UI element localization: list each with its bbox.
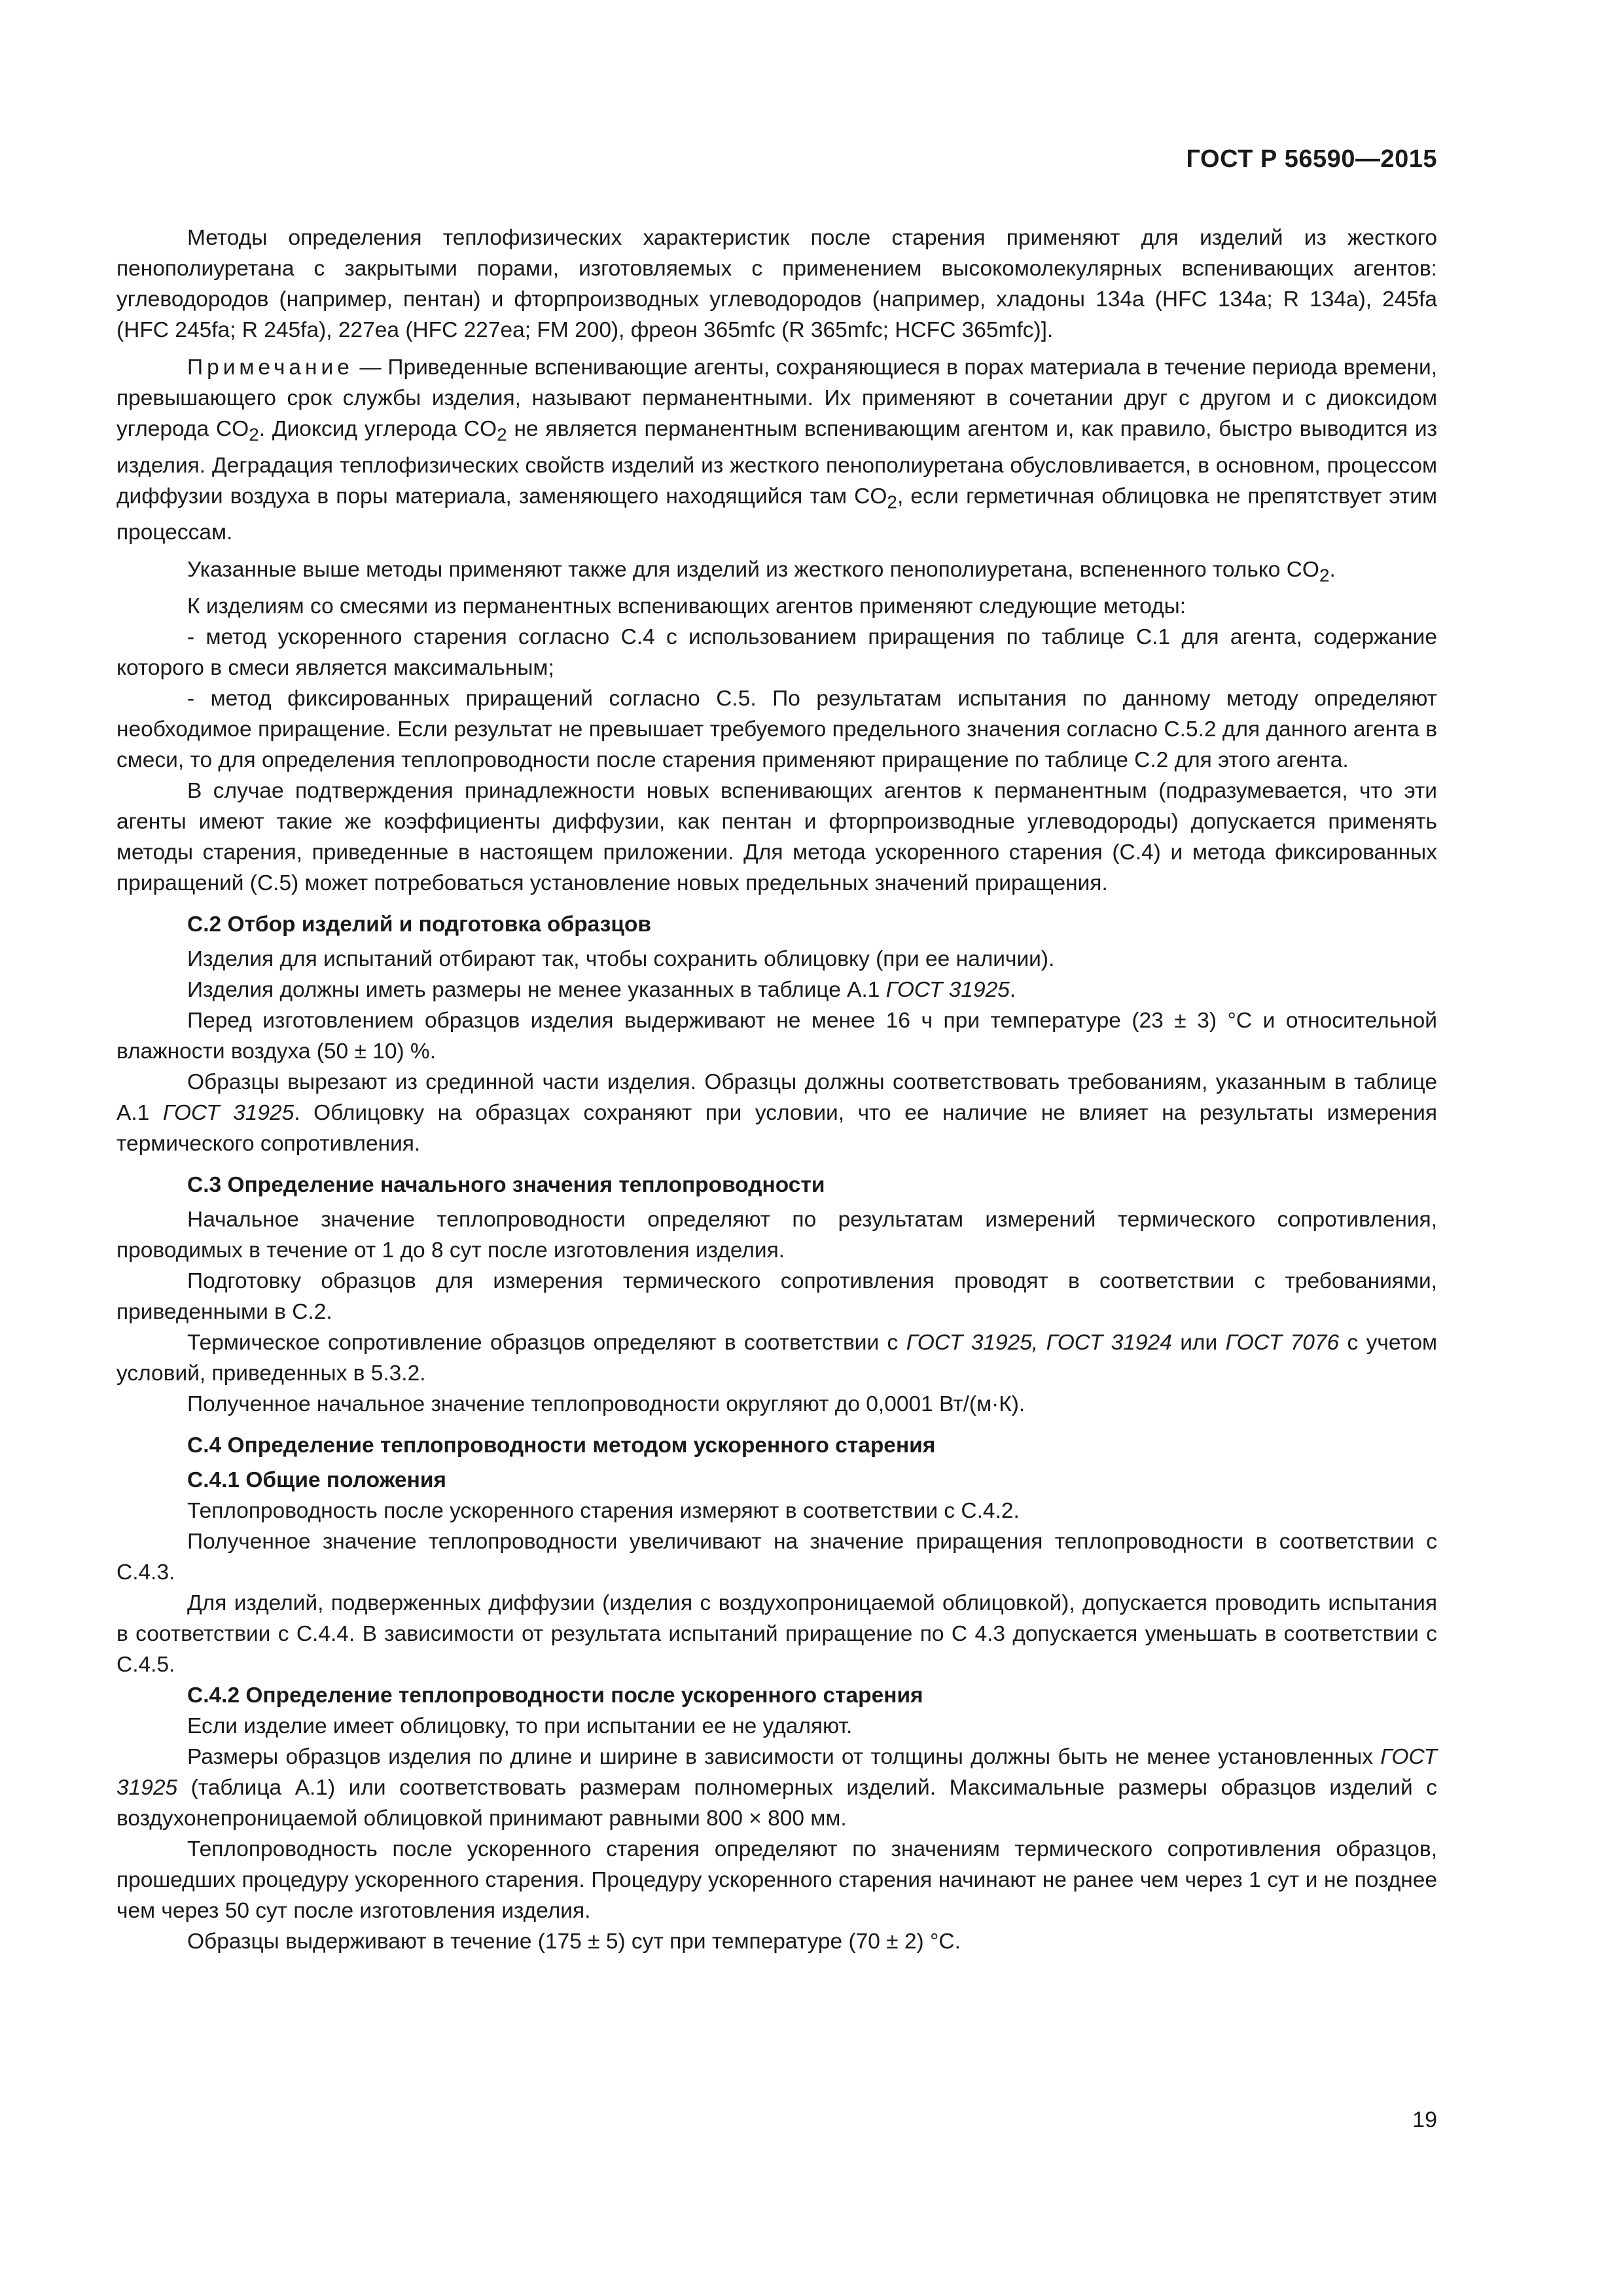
- paragraph: Изделия должны иметь размеры не менее указанных в таблице А.1 ГОСТ 31925.: [187, 978, 1016, 1003]
- paragraph: Теплопроводность после ускоренного старения измеряют в соответствии с С.4.2.: [187, 1499, 1020, 1524]
- section-heading-c2: С.2 Отбор изделий и подготовка образцов: [187, 912, 651, 937]
- note-paragraph: Примечание — Приведенные вспенивающие агенты, сохраняющиеся в порах материала в течение периода времени, превышающего срок службы изделия, называют перманентными. Их применяют в сочетании друг с другом и с диоксидом углерода $CO_2$. Диоксид углерода $CO_2$ не является перманентным вспенивающим агентом и, как правило, быстро выводится из изделия. Деградация теплофизических свойств изделий из жесткого пенополиуретана обусловливается, в основном, процессом диффузии воздуха в поры материала, заменяющего находящийся там $CO_2$, если герметичная облицовка не препятствует этим процессам.: [116, 355, 1438, 545]
- paragraph: Указанные выше методы применяют также для изделий из жесткого пенополиуретана, вспененного только $CO_2$.: [187, 558, 1336, 586]
- paragraph: Образцы выдерживают в течение (175 ± 5) сут при температуре (70 ± 2) °С.: [187, 1929, 961, 1954]
- subsection-heading-c42: С.4.2 Определение теплопроводности после ускоренного старения: [187, 1683, 923, 1708]
- paragraph: Полученное значение теплопроводности увеличивают на значение приращения теплопроводности в соответствии с С.4.3.: [116, 1530, 1437, 1585]
- paragraph: Для изделий, подверженных диффузии (изделия с воздухопроницаемой облицовкой), допускается проводить испытания в соответствии с С.4.4. В зависимости от результата испытаний приращение по С 4.3 допускается уменьшать в соответствии с С.4.5.: [116, 1591, 1437, 1677]
- standard-reference: ГОСТ 31925: [116, 1745, 1437, 1801]
- paragraph: Начальное значение теплопроводности определяют по результатам измерений термического сопротивления, проводимых в течение от 1 до 8 сут после изготовления изделия.: [116, 1208, 1437, 1263]
- standard-reference: ГОСТ 7076: [1225, 1331, 1340, 1355]
- page-number: 19: [1412, 2108, 1437, 2132]
- paragraph: Полученное начальное значение теплопроводности округляют до 0,0001 Вт/(м·К).: [187, 1392, 1026, 1417]
- paragraph: Подготовку образцов для измерения термического сопротивления проводят в соответствии с требованиями, приведенными в С.2.: [116, 1269, 1437, 1325]
- list-item: - метод ускоренного старения согласно С.4 с использованием приращения по таблице С.1 для агента, содержание которого в смеси является максимальным;: [116, 625, 1437, 681]
- paragraph: Термическое сопротивление образцов определяют в соответствии с ГОСТ 31925, ГОСТ 31924 или ГОСТ 7076 с учетом условий, приведенных в 5.3.2.: [116, 1331, 1438, 1386]
- section-heading-c4: С.4 Определение теплопроводности методом ускоренного старения: [187, 1433, 936, 1458]
- paragraph: К изделиям со смесями из перманентных вспенивающих агентов применяют следующие методы:: [187, 594, 1186, 619]
- paragraph: Образцы вырезают из срединной части изделия. Образцы должны соответствовать требованиям, указанным в таблице А.1 ГОСТ 31925. Облицовку на образцах сохраняют при условии, что ее наличие не влияет на результаты измерения термического сопротивления.: [116, 1070, 1437, 1157]
- paragraph: Если изделие имеет облицовку, то при испытании ее не удаляют.: [187, 1714, 853, 1739]
- note-label: Примечание: [187, 355, 353, 380]
- paragraph: Перед изготовлением образцов изделия выдерживают не менее 16 ч при температуре (23 ± 3) °С и относительной влажности воздуха (50 ± 10) %.: [116, 1009, 1437, 1064]
- standard-reference: ГОСТ 31925: [162, 1101, 294, 1126]
- document-id: ГОСТ Р 56590—2015: [1186, 145, 1437, 173]
- document-page: [116, 0, 1437, 2296]
- subsection-heading-c41: С.4.1 Общие положения: [187, 1468, 446, 1493]
- paragraph: Теплопроводность после ускоренного старения определяют по значениям термического сопротивления образцов, прошедших процедуру ускоренного старения. Процедуру ускоренного старения начинают не ранее чем через 1 сут и не позднее чем через 50 сут после изготовления изделия.: [116, 1837, 1437, 1924]
- list-item: - метод фиксированных приращений согласно С.5. По результатам испытания по данному методу определяют необходимое приращение. Если результат не превышает требуемого предельного значения согласно С.5.2 для данного агента в смеси, то для определения теплопроводности после старения применяют приращение по таблице С.2 для этого агента.: [116, 687, 1437, 773]
- paragraph: В случае подтверждения принадлежности новых вспенивающих агентов к перманентным (подразумевается, что эти агенты имеют такие же коэффициенты диффузии, как пентан и фторпроизводные углеводороды) допускается применять методы старения, приведенные в настоящем приложении. Для метода ускоренного старения (С.4) и метода фиксированных приращений (С.5) может потребоваться установление новых предельных значений приращения.: [116, 779, 1437, 896]
- paragraph: Методы определения теплофизических характеристик после старения применяют для изделий из жесткого пенополиуретана с закрытыми порами, изготовляемых с применением высокомолекулярных вспенивающих агентов: углеводородов (например, пентан) и фторпроизводных углеводородов (например, хладоны 134a (HFC 134a; R 134a), 245fa (HFC 245fa; R 245fa), 227ea (HFC 227ea; FM 200), фреон 365mfc (R 365mfc; HCFC 365mfc)].: [116, 226, 1437, 342]
- section-heading-c3: С.3 Определение начального значения теплопроводности: [187, 1173, 825, 1198]
- standard-reference: ГОСТ 31925, ГОСТ 31924: [906, 1331, 1172, 1355]
- paragraph: Размеры образцов изделия по длине и ширине в зависимости от толщины должны быть не менее установленных ГОСТ 31925 (таблица А.1) или соответствовать размерам полномерных изделий. Максимальные размеры образцов изделий с воздухонепроницаемой облицовкой принимают равными 800 × 800 мм.: [116, 1745, 1437, 1831]
- paragraph: Изделия для испытаний отбирают так, чтобы сохранить облицовку (при ее наличии).: [187, 947, 1055, 972]
- document-body: [116, 223, 1437, 1957]
- standard-reference: ГОСТ 31925: [885, 978, 1010, 1003]
